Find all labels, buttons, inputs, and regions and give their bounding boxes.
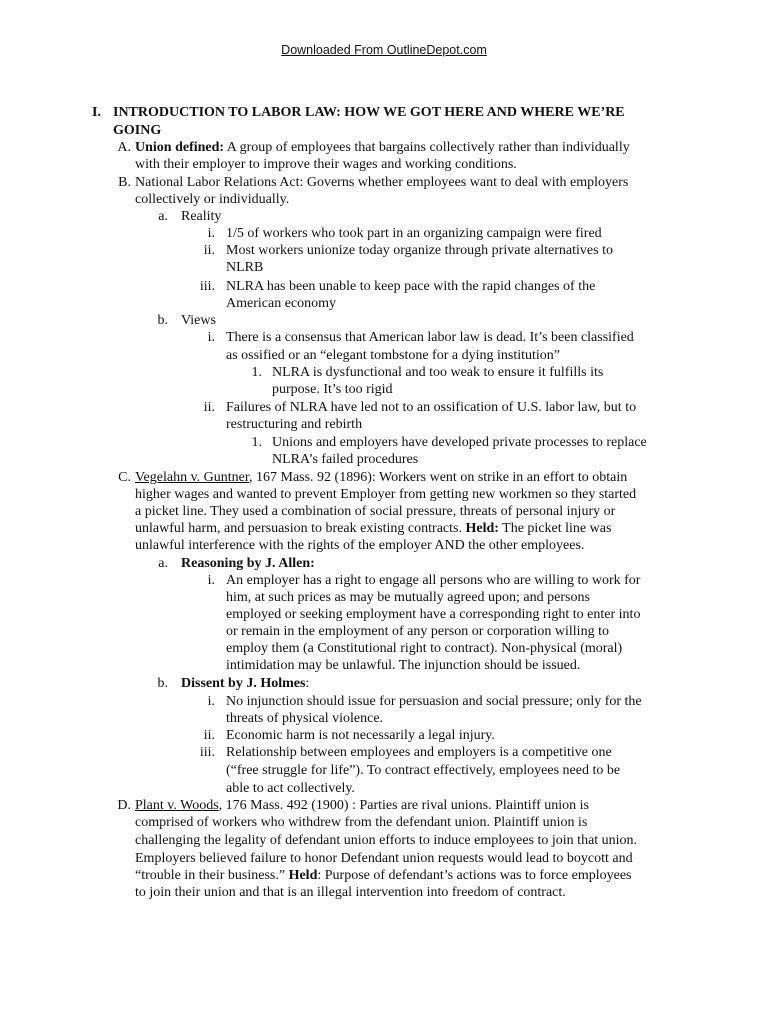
- item-a-marker: A.: [117, 140, 131, 155]
- item-d-line-6: to join their union and that is an illegal intervention into freedom of contract.: [135, 885, 566, 900]
- item-d-line-3: challenging the legality of defendant union efforts to induce employees to join that union.: [135, 833, 638, 848]
- item-c-b-ii-marker: ii.: [203, 728, 215, 743]
- item-b-b-i-line-1: There is a consensus that American labor law is dead. It’s been classified: [226, 330, 634, 345]
- item-b-b-ii-line-2: restructuring and rebirth: [226, 417, 363, 432]
- item-b-b-i-1-line-1: NLRA is dysfunctional and too weak to ensure it fulfills its: [272, 365, 604, 380]
- item-d-line-2: comprised of workers who withdrew from the defendant union. Plaintiff union is: [135, 815, 588, 830]
- dissent-colon: :: [305, 676, 310, 691]
- item-c-b-iii-line-2: (“free struggle for life”). To contract effectively, employees need to be: [226, 763, 621, 778]
- item-d-line-5: [135, 867, 632, 884]
- item-c-marker: C.: [118, 470, 131, 485]
- item-b-b-i-1-marker: 1.: [251, 365, 262, 380]
- item-b-b-ii-1-line-2: NLRA’s failed procedures: [272, 452, 419, 467]
- dissent-label: Dissent by J. Holmes: [181, 676, 306, 691]
- item-d-text-1: , 176 Mass. 492 (1900) : Parties are rival unions. Plaintiff union is: [218, 798, 589, 813]
- item-b-b-marker: b.: [157, 313, 168, 328]
- item-d-line-4: Employers believed failure to honor Defendant union requests would lead to boycott and: [135, 851, 633, 866]
- item-c-line-2: higher wages and wanted to prevent Employer from getting new workmen so they started: [135, 487, 637, 502]
- item-c-a-i-line-2: him, at such prices as may be mutually agreed upon; and persons: [226, 590, 590, 605]
- section-title-line-2: GOING: [113, 123, 162, 138]
- item-b-a-iii-marker: iii.: [199, 279, 215, 294]
- item-c-b-marker: b.: [157, 676, 168, 691]
- item-b-a-iii-line-1: NLRA has been unable to keep pace with the rapid changes of the: [226, 279, 596, 294]
- item-c-b-i-line-2: threats of physical violence.: [226, 711, 384, 726]
- item-b-b-label: Views: [181, 313, 216, 328]
- item-c-text-4b: The picket line was: [498, 521, 612, 536]
- item-c-a-marker: a.: [158, 556, 168, 571]
- held-label-d: Held: [288, 868, 318, 883]
- item-b-marker: B.: [118, 175, 131, 190]
- item-a-line-2: with their employer to improve their wages and working conditions.: [135, 157, 517, 172]
- item-b-b-i-line-2: as ossified or an “elegant tombstone for a dying institution”: [226, 348, 560, 363]
- item-c-a-i-line-3: employed or seeking employment have a corresponding right to enter into: [226, 607, 641, 622]
- item-b-line-1: National Labor Relations Act: Governs whether employees want to deal with employers: [135, 175, 629, 190]
- source-header: [0, 43, 768, 57]
- union-defined-term: Union defined:: [135, 140, 225, 155]
- item-b-a-i-line-1: 1/5 of workers who took part in an organizing campaign were fired: [226, 226, 602, 241]
- item-b-a-label: Reality: [181, 209, 222, 224]
- item-b-a-iii-line-2: American economy: [226, 296, 337, 311]
- item-c-b-iii-line-3: able to act collectively.: [226, 781, 355, 796]
- item-b-line-2: collectively or individually.: [135, 192, 290, 207]
- item-c-b-iii-marker: iii.: [199, 745, 215, 760]
- item-c-b-i-line-1: No injunction should issue for persuasion and social pressure; only for the: [226, 694, 642, 709]
- item-b-a-marker: a.: [158, 209, 168, 224]
- item-c-line-1: [135, 469, 627, 486]
- item-c-a-i-line-4: or remain in the employment of any person or corporation willing to: [226, 624, 609, 639]
- item-c-line-4: [135, 520, 611, 537]
- item-b-a-ii-line-2: NLRB: [226, 260, 264, 275]
- item-c-line-3: a picket line. They used a combination of social pressure, threats of personal injury or: [135, 504, 616, 519]
- item-b-b-ii-line-1: Failures of NLRA have led not to an ossification of U.S. labor law, but to: [226, 400, 637, 415]
- dissent-heading: [181, 675, 309, 692]
- item-d-text-5b: : Purpose of defendant’s actions was to force employees: [317, 868, 632, 883]
- item-d-marker: D.: [117, 798, 131, 813]
- item-c-a-i-marker: i.: [207, 573, 215, 588]
- item-a-line-1: [135, 139, 630, 156]
- outlinedepot-link[interactable]: Downloaded From OutlineDepot.com: [281, 43, 487, 57]
- item-c-b-iii-line-1: Relationship between employees and employers is a competitive one: [226, 745, 612, 760]
- plant-case-name: Plant v. Woods: [135, 798, 219, 813]
- item-b-b-i-1-line-2: purpose. It’s too rigid: [272, 382, 393, 397]
- item-c-b-i-marker: i.: [207, 694, 215, 709]
- vegelahn-case-name: Vegelahn v. Guntner: [135, 470, 249, 485]
- item-b-b-ii-marker: ii.: [203, 400, 215, 415]
- item-d-line-1: [135, 797, 589, 814]
- item-a-text-1: A group of employees that bargains collectively rather than individually: [224, 140, 630, 155]
- item-c-a-i-line-1: An employer has a right to engage all persons who are willing to work for: [226, 573, 641, 588]
- item-d-text-5: “trouble in their business.”: [135, 868, 289, 883]
- item-c-text-4: unlawful harm, and persuasion to break existing contracts.: [135, 521, 466, 536]
- reasoning-heading: Reasoning by J. Allen:: [181, 556, 315, 571]
- item-c-a-i-line-6: intimidation may be unlawful. The injunction should be issued.: [226, 658, 581, 673]
- held-label: Held:: [465, 521, 499, 536]
- item-b-a-i-marker: i.: [207, 226, 215, 241]
- item-c-a-i-line-5: employ them (a Constitutional right to contract). Non-physical (moral): [226, 641, 623, 656]
- section-title-line-1: INTRODUCTION TO LABOR LAW: HOW WE GOT HERE AND WHERE WE’RE: [113, 105, 625, 120]
- item-b-b-ii-1-marker: 1.: [251, 435, 262, 450]
- item-b-b-ii-1-line-1: Unions and employers have developed private processes to replace: [272, 435, 647, 450]
- item-b-a-ii-marker: ii.: [203, 243, 215, 258]
- item-b-b-i-marker: i.: [207, 330, 215, 345]
- item-c-b-ii-line-1: Economic harm is not necessarily a legal injury.: [226, 728, 495, 743]
- section-marker: I.: [92, 105, 101, 120]
- item-b-a-ii-line-1: Most workers unionize today organize through private alternatives to: [226, 243, 613, 258]
- item-c-text-1: , 167 Mass. 92 (1896): Workers went on strike in an effort to obtain: [249, 470, 628, 485]
- item-c-line-5: unlawful interference with the rights of the employer AND the other employees.: [135, 538, 585, 553]
